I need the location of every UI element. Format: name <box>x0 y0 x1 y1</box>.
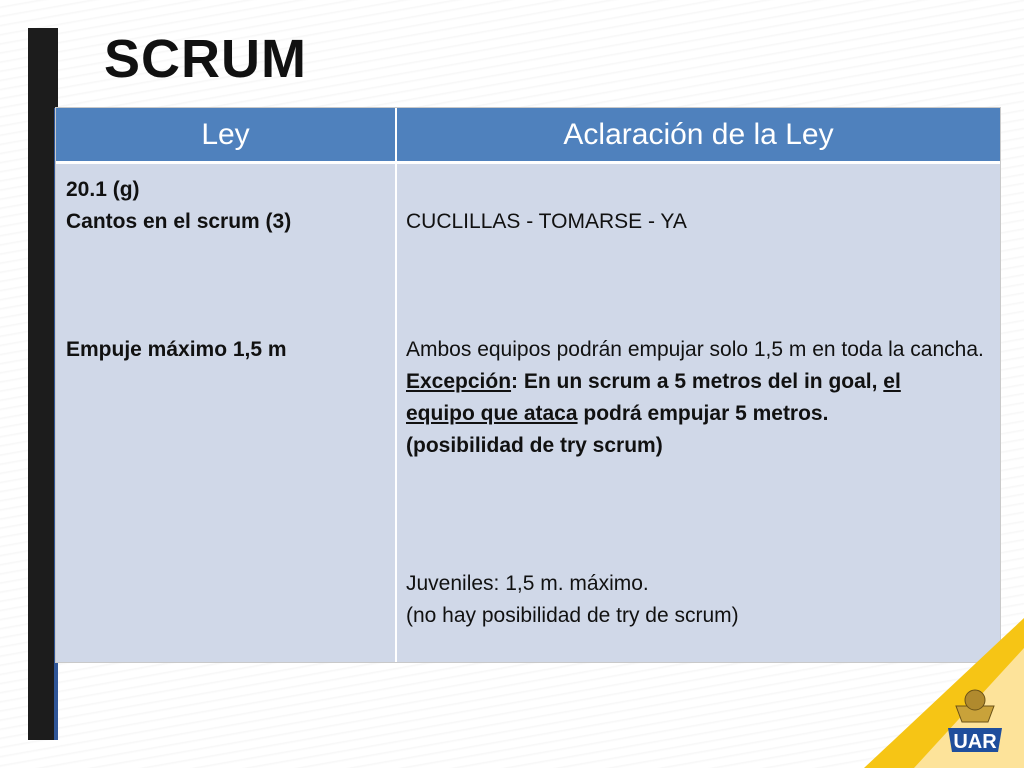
table-header-row <box>56 108 1000 164</box>
law-table <box>56 108 1000 662</box>
juveniles-note: (no hay posibilidad de try de scrum) <box>406 604 739 627</box>
exception-underlined-team: equipo que ataca <box>406 402 578 425</box>
clarification-commands: CUCLILLAS - TOMARSE - YA <box>406 210 687 233</box>
header-ley: Ley <box>56 108 397 161</box>
column-divider <box>395 164 397 662</box>
exception-underlined-el: el <box>883 370 901 393</box>
exception-text-a: : En un scrum a 5 metros del in goal, <box>511 370 884 393</box>
logo-text: UAR <box>953 731 997 753</box>
exception-note: (posibilidad de try scrum) <box>406 434 663 457</box>
law-reference: 20.1 (g) <box>66 178 140 201</box>
push-rule-text: Ambos equipos podrán empujar solo 1,5 m en toda la cancha. <box>406 338 984 361</box>
header-aclaracion: Aclaración de la Ley <box>563 118 834 151</box>
juveniles-line: Juveniles: 1,5 m. máximo. <box>406 572 649 595</box>
exception-label: Excepción <box>406 370 512 393</box>
law-push-limit: Empuje máximo 1,5 m <box>66 338 287 361</box>
clarification-push <box>406 334 991 462</box>
exception-text-b: podrá empujar 5 metros. <box>577 402 829 425</box>
table-body <box>56 164 1000 662</box>
law-name: Cantos en el scrum (3) <box>66 210 292 233</box>
slide-title: SCRUM <box>104 29 307 89</box>
uar-logo <box>936 678 1014 762</box>
